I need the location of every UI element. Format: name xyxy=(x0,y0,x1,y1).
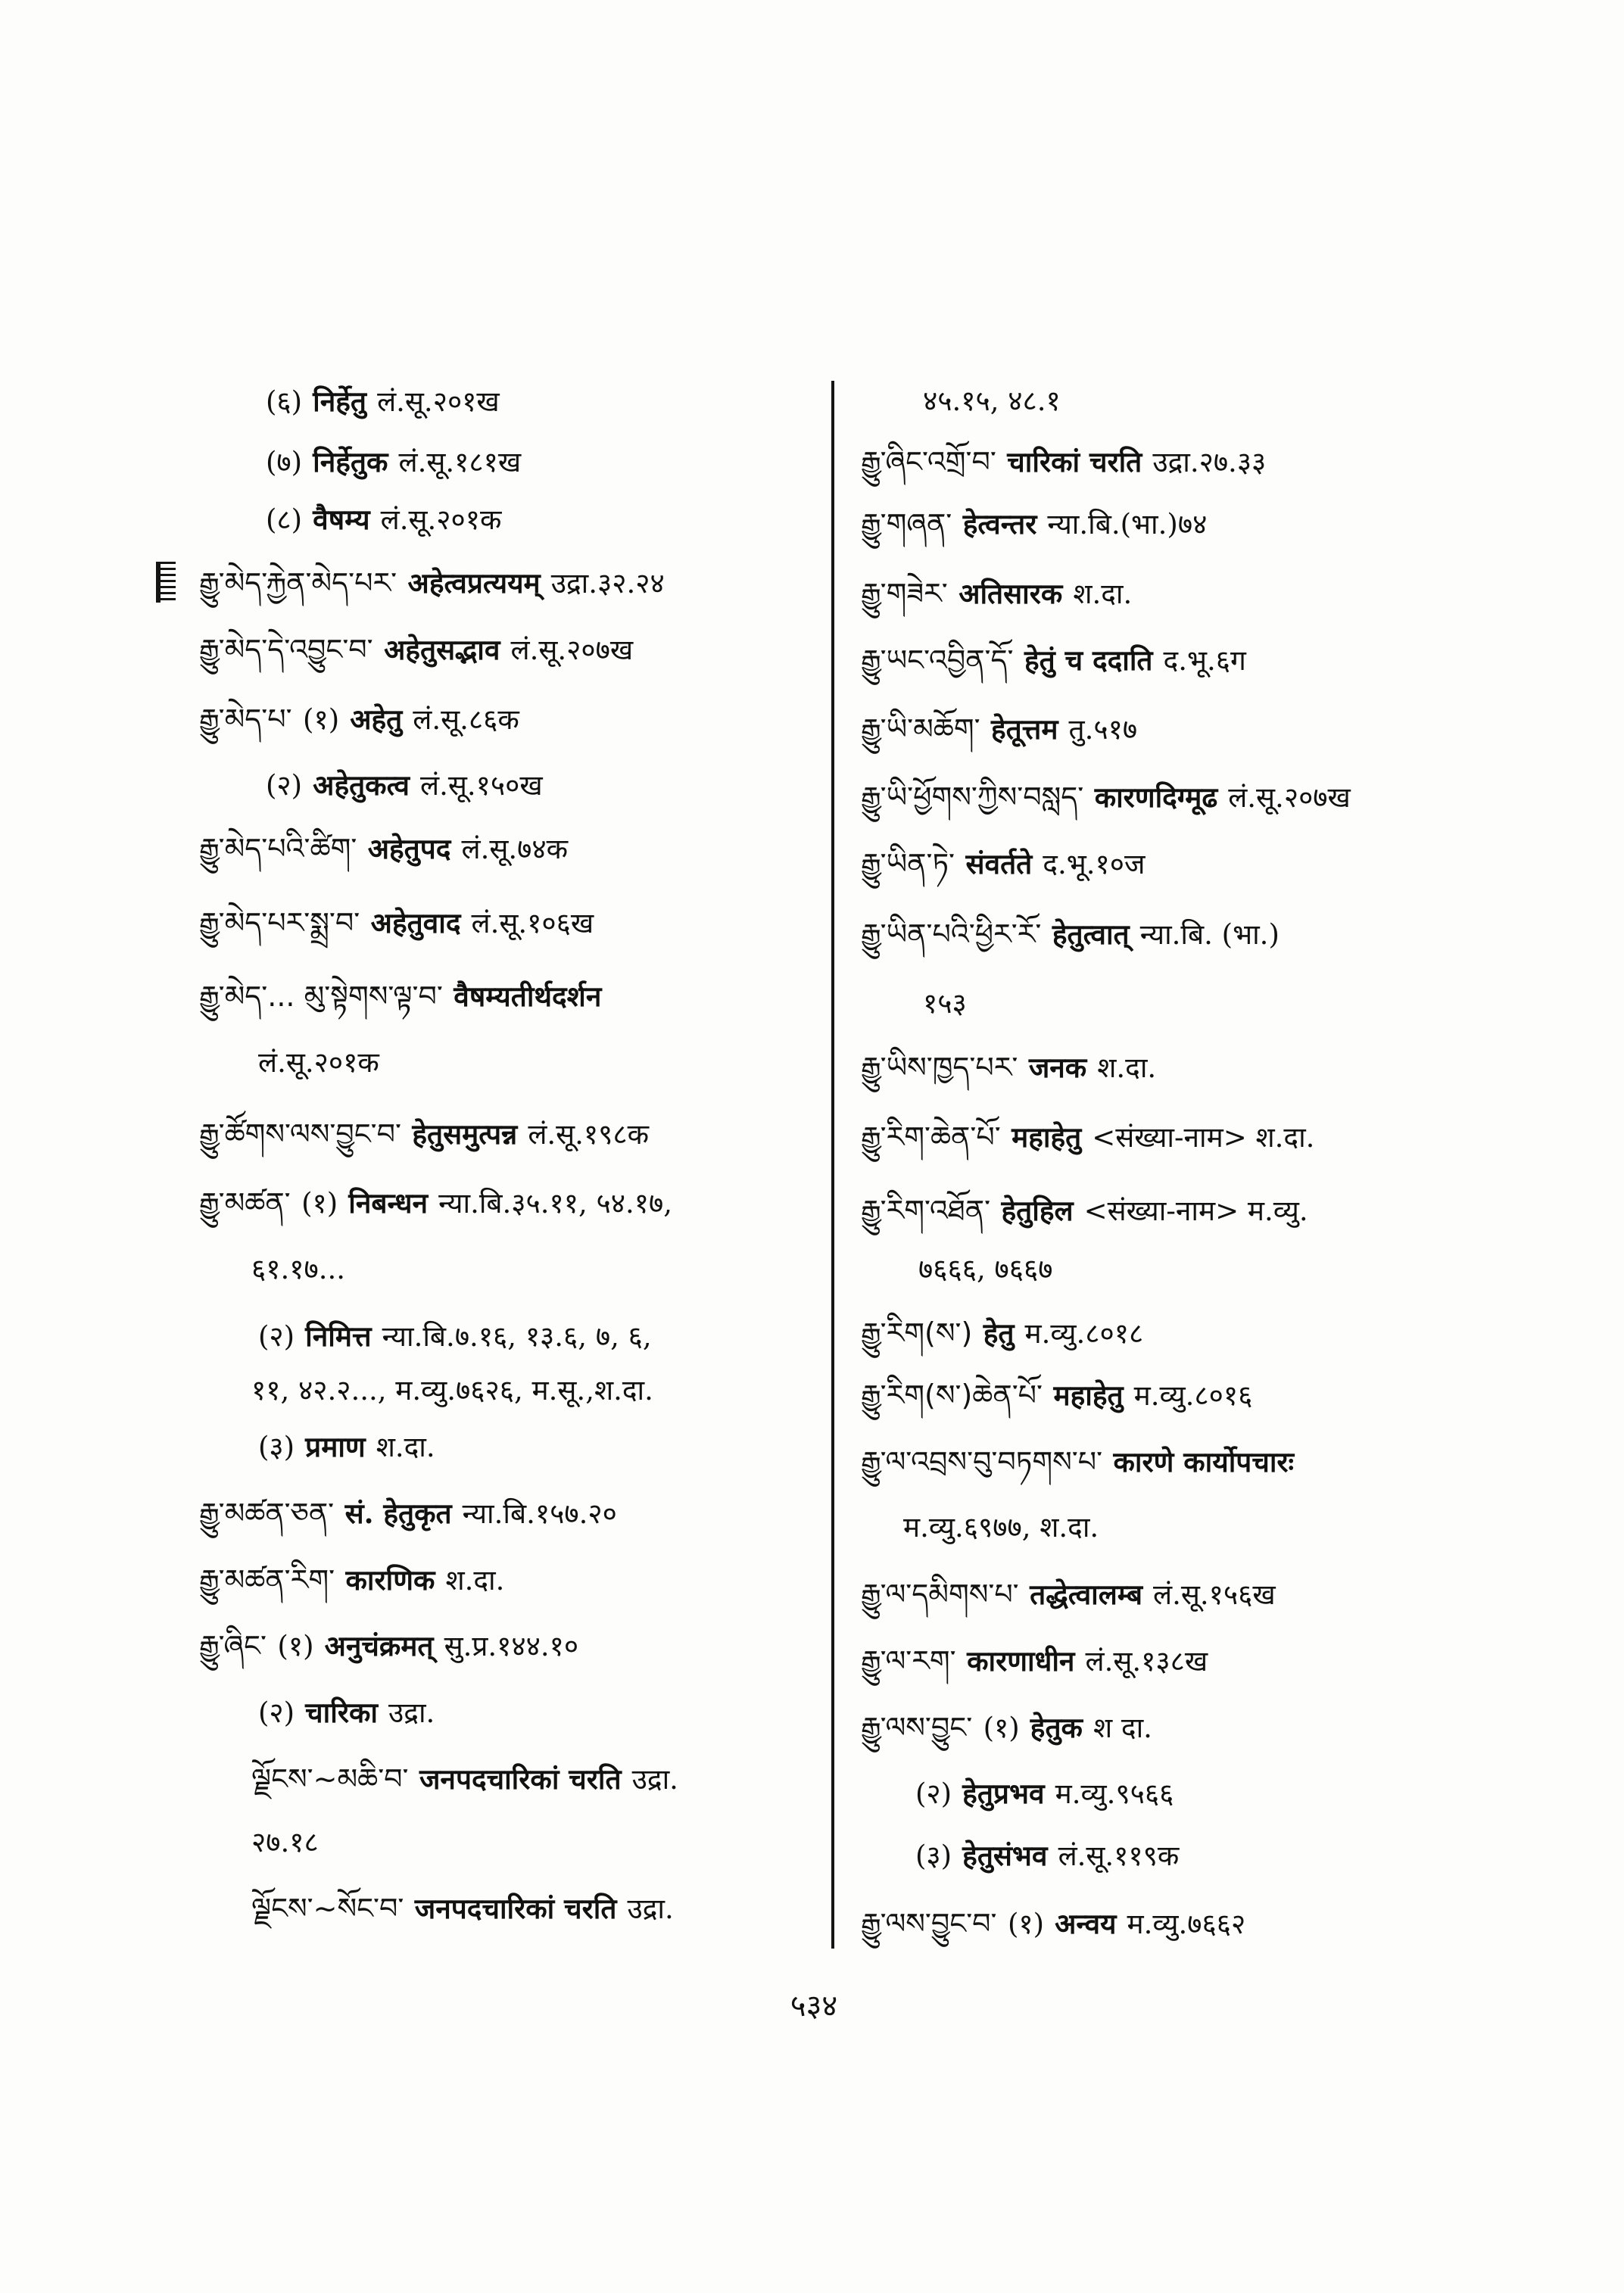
source-reference: लं.सू.१३८ख xyxy=(1085,1645,1208,1678)
entry-line xyxy=(918,1250,1052,1289)
sense-number: (८) xyxy=(266,503,303,536)
sanskrit-equivalent: चारिकां चरति xyxy=(1007,445,1142,478)
source-reference: लं.सू.२०१क xyxy=(258,1046,379,1079)
tibetan-headword: རྒྱུ་ཚོགས་ལས་བྱུང་བ་ xyxy=(199,1117,401,1151)
source-reference: ४५.१५, ४८.१ xyxy=(923,385,1061,417)
sanskrit-equivalent: कारणे कार्योपचारः xyxy=(1113,1445,1295,1478)
entry-line xyxy=(258,1316,652,1356)
tibetan-headword: རྒྱུ་ཡིན་ཏེ་ xyxy=(861,847,955,880)
entry-line xyxy=(861,1313,1143,1353)
tibetan-headword: རྒྱུ་ཞིང་འགྲོ་བ་ xyxy=(861,445,996,478)
source-reference: ७६६६, ७६६७ xyxy=(918,1253,1053,1285)
source-reference: उद्रा. xyxy=(388,1696,435,1729)
entry-line xyxy=(861,1117,1314,1157)
tibetan-headword: རྒྱུ་རིག(ས་)ཆེན་པོ་ xyxy=(861,1379,1043,1412)
source-reference: उद्रा. xyxy=(627,1893,674,1925)
tibetan-headword: རྒྱུ་མེད་... མུ་སྟེགས་ལྟ་བ་ xyxy=(199,980,443,1013)
entry-line xyxy=(199,699,519,739)
source-reference: म.व्यु.९५६६ xyxy=(1055,1777,1174,1810)
tibetan-headword: རྒྱུ་མེད་པ་ xyxy=(199,703,292,736)
sanskrit-equivalent: वैषम्य xyxy=(313,503,370,536)
column-divider xyxy=(831,381,834,1949)
tibetan-headword: རྒྱུ་ལ་རག་ xyxy=(861,1644,956,1678)
sanskrit-equivalent: कारणिक xyxy=(345,1563,435,1597)
sanskrit-equivalent: हेतुसमुत्पन्न xyxy=(412,1117,518,1151)
source-reference: न्या.बि.७.१६, १३.६, ७, ६, xyxy=(382,1320,652,1353)
entry-line xyxy=(251,1889,674,1928)
entry-line xyxy=(861,442,1266,481)
sanskrit-equivalent: अहेतु xyxy=(350,703,403,736)
entry-line xyxy=(199,1183,672,1223)
entry-line xyxy=(861,777,1351,817)
entry-line xyxy=(266,765,543,805)
tibetan-headword: ལྗོངས་~སོང་བ་ xyxy=(251,1892,404,1925)
tibetan-headword: རྒྱུ་མེད་དེ་འབྱུང་བ་ xyxy=(199,633,373,666)
sanskrit-equivalent: अहेतुपद xyxy=(367,832,451,865)
entry-line xyxy=(199,1114,649,1154)
sanskrit-equivalent: अहेतुकत्व xyxy=(313,768,410,802)
source-reference: उद्रा.३२.२४ xyxy=(550,567,665,600)
entry-line xyxy=(258,1693,435,1732)
sanskrit-equivalent: कारणाधीन xyxy=(967,1644,1075,1678)
entry-line xyxy=(861,709,1137,749)
source-reference: द.भू.१०ज xyxy=(1043,848,1146,880)
entry-line xyxy=(923,984,967,1023)
sense-number: (१) xyxy=(983,1712,1020,1744)
source-reference: लं.सू.८६क xyxy=(413,703,519,736)
source-reference: २७.१८ xyxy=(251,1826,319,1858)
source-reference: लं.सू.२०१ख xyxy=(377,385,500,418)
entry-line xyxy=(861,1641,1208,1681)
sense-number: (१) xyxy=(277,1630,314,1662)
entry-line xyxy=(915,1774,1174,1813)
source-reference: लं.सू.७४क xyxy=(461,833,569,865)
sanskrit-equivalent: निर्हेतुक xyxy=(313,445,388,478)
source-reference: लं.सू.२०७ख xyxy=(510,634,634,666)
sanskrit-equivalent: जनपदचारिकां चरति xyxy=(414,1892,617,1925)
sense-number: (६) xyxy=(266,385,303,418)
source-reference: लं.सू.१५६ख xyxy=(1153,1578,1276,1611)
sanskrit-equivalent: जनक xyxy=(1028,1051,1087,1084)
tibetan-headword: རྒྱུ་རིག་ཆེན་པོ་ xyxy=(861,1120,1001,1154)
source-reference: लं.सू.२०७ख xyxy=(1228,781,1351,814)
source-reference: लं.सू.१९८क xyxy=(528,1118,650,1151)
sense-number: (२) xyxy=(258,1696,295,1729)
entry-line xyxy=(861,1048,1156,1087)
source-reference: न्या.बि.३५.११, ५४.१७, xyxy=(438,1187,673,1220)
entry-line xyxy=(861,574,1132,613)
sanskrit-equivalent: हेतुक xyxy=(1030,1711,1083,1744)
source-reference: ११, ४२.२..., म.व्यु.७६२६, म.सू.,श.दा. xyxy=(251,1374,653,1407)
tibetan-headword: རྒྱུ་མཚན་ xyxy=(199,1186,291,1220)
tibetan-headword: རྒྱུ་ལ་དམིགས་པ་ xyxy=(861,1578,1019,1611)
sanskrit-equivalent: संवर्तते xyxy=(965,847,1033,880)
sense-number: (२) xyxy=(915,1777,952,1810)
sanskrit-equivalent: महाहेतु xyxy=(1053,1379,1124,1412)
sanskrit-equivalent: अतिसारक xyxy=(959,577,1063,610)
sanskrit-equivalent: अनुचंक्रमत् xyxy=(324,1629,434,1662)
source-reference: <संख्या-नाम> म.व्यु. xyxy=(1083,1195,1308,1227)
right-column xyxy=(840,0,1586,2044)
entry-line xyxy=(861,1708,1152,1747)
source-reference: न्या.बि. (भा.) xyxy=(1139,918,1280,951)
source-reference: लं.सू.१८१ख xyxy=(398,446,522,478)
source-reference: श दा. xyxy=(1093,1712,1152,1744)
sense-number: (१) xyxy=(301,1187,338,1220)
source-reference: तु.५१७ xyxy=(1068,713,1138,746)
sanskrit-equivalent: सं. हेतुकृत xyxy=(344,1497,452,1530)
source-reference: श.दा. xyxy=(1073,578,1133,610)
tibetan-headword: རྒྱུ་ལས་བྱུང་བ་ xyxy=(861,1907,997,1940)
tibetan-headword: རྒྱུ་མཚན་རིག་ xyxy=(199,1563,335,1597)
left-column xyxy=(151,0,825,2044)
sanskrit-equivalent: हेतुसंभव xyxy=(962,1839,1048,1872)
tibetan-headword: རྒྱུ་མཚན་ཅན་ xyxy=(199,1497,335,1530)
sanskrit-equivalent: महाहेतु xyxy=(1011,1120,1082,1154)
source-reference: श.दा. xyxy=(1097,1051,1157,1084)
sense-number: (१) xyxy=(1007,1908,1045,1940)
source-reference: लं.सू.१५०ख xyxy=(420,769,543,802)
sanskrit-equivalent: निर्हेतु xyxy=(313,385,367,418)
sanskrit-equivalent: जनपदचारिकां चरति xyxy=(419,1762,622,1796)
tibetan-headword: ལྗོངས་~མཆི་བ་ xyxy=(251,1762,409,1796)
sense-number: (७) xyxy=(266,446,303,478)
sanskrit-equivalent: अहेतुसद्भाव xyxy=(384,633,500,666)
source-reference: सु.प्र.१४४.१० xyxy=(444,1630,579,1662)
tibetan-headword: རྒྱུ་ཡང་འབྱིན་དོ་ xyxy=(861,643,1014,677)
entry-line xyxy=(199,1626,578,1665)
sanskrit-equivalent: हेत्वन्तर xyxy=(962,507,1037,541)
source-reference: न्या.बि.१५७.२० xyxy=(462,1497,617,1530)
source-reference: लं.सू.११९क xyxy=(1058,1840,1180,1872)
source-reference: ६१.१७... xyxy=(251,1253,346,1285)
tibetan-headword: རྒྱུ་རིག་འཐོན་ xyxy=(861,1194,991,1227)
entry-line xyxy=(258,1043,379,1083)
sanskrit-equivalent: हेतुहिल xyxy=(1001,1194,1074,1227)
sanskrit-equivalent: तद्धेत्वालम्ब xyxy=(1030,1578,1142,1611)
sanskrit-equivalent: हेतुं च ददाति xyxy=(1024,643,1153,677)
sanskrit-equivalent: कारणदिग्मूढ xyxy=(1094,780,1218,814)
entry-line xyxy=(199,903,594,942)
entry-line xyxy=(251,1759,678,1799)
source-reference: उद्रा. xyxy=(631,1763,678,1796)
sanskrit-equivalent: अहेतुवाद xyxy=(370,906,461,939)
entry-line xyxy=(861,914,1280,954)
tibetan-headword: རྒྱུ་རིག(ས་) xyxy=(861,1316,973,1350)
sanskrit-equivalent: हेतुत्वात् xyxy=(1052,918,1130,951)
tibetan-headword: རྒྱུ་ཡིན་པའི་ཕྱིར་རོ་ xyxy=(861,918,1042,951)
tibetan-headword: རྒྱུ་གཞན་ xyxy=(861,507,952,541)
entry-line xyxy=(258,1427,435,1466)
sense-number: (१) xyxy=(303,703,340,736)
tibetan-headword: རྒྱུ་ཡིས་ཁྱད་པར་ xyxy=(861,1051,1018,1084)
entry-line xyxy=(861,1191,1308,1230)
sanskrit-equivalent: हेतुप्रभव xyxy=(962,1777,1045,1810)
source-reference: १५३ xyxy=(923,987,967,1020)
entry-line xyxy=(199,1560,504,1600)
sense-number: (२) xyxy=(258,1320,295,1353)
tibetan-headword: རྒྱུ་གཟེར་ xyxy=(861,577,948,610)
page-number: ५३४ xyxy=(790,1989,838,2024)
source-reference: उद्रा.२७.३३ xyxy=(1152,446,1267,478)
entry-line xyxy=(861,640,1246,680)
entry-line xyxy=(861,1442,1294,1481)
sanskrit-equivalent: अन्वय xyxy=(1055,1907,1117,1940)
entry-line xyxy=(251,1823,319,1862)
source-reference: म.व्यु.६९७७, श.दा. xyxy=(903,1511,1099,1544)
sanskrit-equivalent: निबन्धन xyxy=(348,1186,429,1220)
sense-number: (३) xyxy=(915,1840,952,1872)
entry-line xyxy=(199,1494,617,1533)
sense-number: (२) xyxy=(266,769,303,802)
tibetan-headword: རྒྱུ་ལས་བྱུང་ xyxy=(861,1711,973,1744)
entry-line xyxy=(923,382,1061,421)
sanskrit-equivalent: प्रमाण xyxy=(305,1430,366,1463)
source-reference: <संख्या-नाम> श.दा. xyxy=(1092,1121,1315,1154)
tibetan-headword: རྒྱུ་མེད་པར་སྨྲ་བ་ xyxy=(199,906,360,939)
entry-line xyxy=(861,504,1207,544)
entry-line xyxy=(199,563,665,603)
entry-line xyxy=(266,500,501,539)
sanskrit-equivalent: निमित्त xyxy=(305,1319,372,1353)
source-reference: म.व्यु.८०१६ xyxy=(1133,1379,1253,1412)
source-reference: द.भू.६ग xyxy=(1163,644,1246,677)
entry-line xyxy=(861,1904,1245,1943)
sanskrit-equivalent: हेतु xyxy=(983,1316,1015,1350)
source-reference: लं.सू.२०१क xyxy=(380,503,502,536)
entry-line xyxy=(915,1836,1179,1875)
sanskrit-equivalent: हेतूत्तम xyxy=(991,712,1058,746)
entry-line xyxy=(199,630,633,669)
tibetan-headword: རྒྱུ་མེད་པའི་ཚིག་ xyxy=(199,832,357,865)
sanskrit-equivalent: चारिका xyxy=(305,1696,378,1729)
sense-number: (३) xyxy=(258,1431,295,1463)
sanskrit-equivalent: अहेत्वप्रत्ययम् xyxy=(407,566,541,600)
source-reference: म.व्यु.८०१८ xyxy=(1024,1317,1144,1350)
source-reference: न्या.बि.(भा.)७४ xyxy=(1047,508,1208,541)
source-reference: श.दा. xyxy=(445,1564,505,1597)
entry-line xyxy=(199,977,601,1016)
source-reference: श.दा. xyxy=(376,1431,435,1463)
tibetan-headword: རྒྱུ་ཞིང་ xyxy=(199,1629,267,1662)
entry-line xyxy=(861,1375,1252,1415)
entry-line xyxy=(266,382,500,421)
entry-line xyxy=(903,1508,1099,1547)
tibetan-headword: རྒྱུ་ཡི་ཕྱོགས་ཀྱིས་བསླད་ xyxy=(861,780,1084,814)
tibetan-headword: རྒྱུ་ཡི་མཆོག་ xyxy=(861,712,980,746)
entry-line xyxy=(251,1371,653,1410)
tibetan-headword: རྒྱུ་ལ་འབྲས་བུ་བཏགས་པ་ xyxy=(861,1445,1103,1478)
entry-line xyxy=(199,829,568,868)
entry-line xyxy=(266,442,521,481)
source-reference: लं.सू.१०६ख xyxy=(471,907,594,939)
tibetan-headword: རྒྱུ་མེད་རྐྱེན་མེད་པར་ xyxy=(199,566,397,600)
entry-line xyxy=(861,1575,1276,1614)
entry-line xyxy=(861,844,1145,883)
source-reference: म.व्यु.७६६२ xyxy=(1127,1908,1246,1940)
sanskrit-equivalent: वैषम्यतीर्थदर्शन xyxy=(454,980,602,1013)
entry-line xyxy=(251,1250,345,1289)
